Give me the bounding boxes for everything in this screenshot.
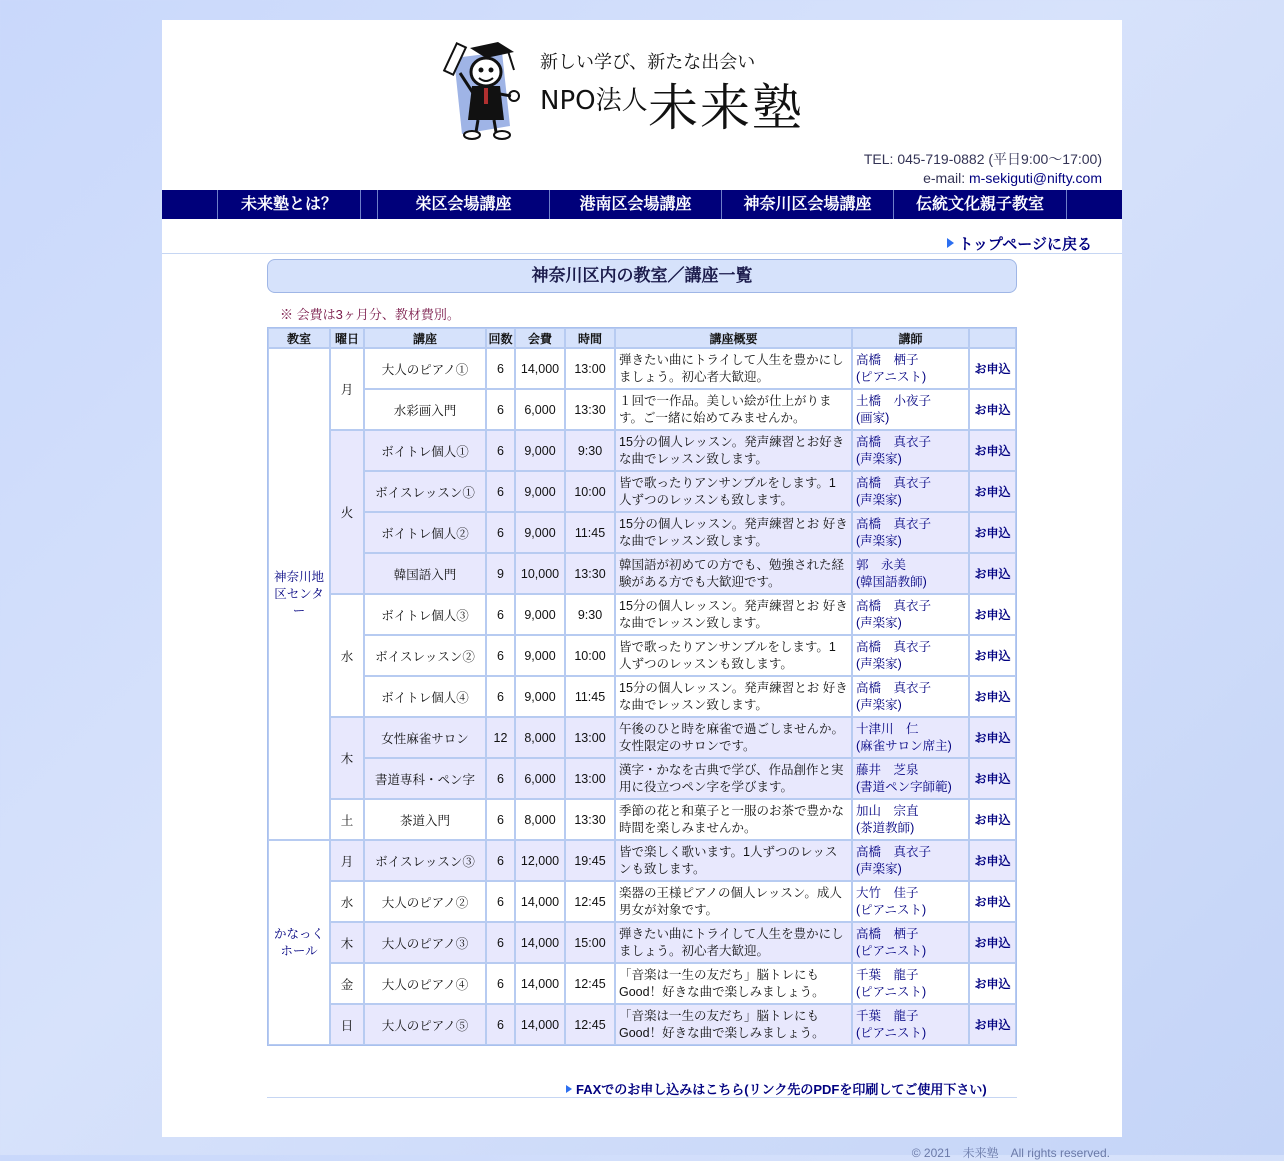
course-summary: 15分の個人レッスン。発声練習とお 好きな曲でレッスン致します。 xyxy=(615,594,852,635)
course-name: ボイトレ個人④ xyxy=(364,676,486,717)
session-count: 6 xyxy=(486,758,515,799)
teacher-name[interactable]: 加山 宗直 xyxy=(856,803,919,818)
time-value: 13:00 xyxy=(565,348,615,389)
session-count: 6 xyxy=(486,799,515,840)
teacher-name[interactable]: 高橋 真衣子 xyxy=(856,475,932,490)
apply-link[interactable]: お申込 xyxy=(969,799,1016,840)
apply-link[interactable]: お申込 xyxy=(969,471,1016,512)
apply-link[interactable]: お申込 xyxy=(969,922,1016,963)
teacher-role[interactable]: (茶道教師) xyxy=(856,820,915,835)
teacher-name[interactable]: 郭 永美 xyxy=(856,557,907,572)
phone-text: TEL: 045-719-0882 (平日9:00〜17:00) xyxy=(863,151,1102,167)
teacher-name[interactable]: 高橋 真衣子 xyxy=(856,680,932,695)
col-header-fee: 会費 xyxy=(515,328,565,348)
venue-cell[interactable]: かなっくホール xyxy=(268,840,330,1045)
course-summary: 皆で歌ったりアンサンブルをします。1人ずつのレッスンも致します。 xyxy=(615,635,852,676)
teacher-role[interactable]: (声楽家) xyxy=(856,615,902,630)
fee-value: 14,000 xyxy=(515,963,565,1004)
col-header-apply xyxy=(969,328,1016,348)
time-value: 9:30 xyxy=(565,594,615,635)
course-summary: 「音楽は一生の友だち」脳トレにもGood！好きな曲で楽しみましょう。 xyxy=(615,963,852,1004)
time-value: 13:00 xyxy=(565,758,615,799)
fee-value: 9,000 xyxy=(515,471,565,512)
teacher-cell[interactable] xyxy=(852,717,969,758)
col-header-time: 時間 xyxy=(565,328,615,348)
teacher-cell[interactable] xyxy=(852,1004,969,1045)
fee-value: 9,000 xyxy=(515,594,565,635)
session-count: 6 xyxy=(486,881,515,922)
fee-note: ※ 会費は3ヶ月分、教材費別。 xyxy=(280,307,460,322)
teacher-cell[interactable] xyxy=(852,799,969,840)
course-name: 大人のピアノ① xyxy=(364,348,486,389)
course-summary: 皆で楽しく歌います。1人ずつのレッスンも致します。 xyxy=(615,840,852,881)
time-value: 13:00 xyxy=(565,717,615,758)
teacher-role[interactable]: (ピアニスト) xyxy=(856,943,927,958)
time-value: 12:45 xyxy=(565,1004,615,1045)
teacher-role[interactable]: (韓国語教師) xyxy=(856,574,927,589)
day-cell: 日 xyxy=(330,1004,364,1045)
table-row xyxy=(268,512,1016,553)
main-nav xyxy=(162,190,1122,219)
course-name: 水彩画入門 xyxy=(364,389,486,430)
time-value: 11:45 xyxy=(565,676,615,717)
course-name: ボイスレッスン③ xyxy=(364,840,486,881)
teacher-cell[interactable] xyxy=(852,635,969,676)
fax-application-link[interactable] xyxy=(566,1079,987,1098)
course-name: ボイトレ個人② xyxy=(364,512,486,553)
npo-label: NPO法人 xyxy=(540,86,648,116)
time-value: 15:00 xyxy=(565,922,615,963)
teacher-role[interactable]: (ピアニスト) xyxy=(856,984,927,999)
course-table xyxy=(267,327,1017,1046)
course-name: 女性麻雀サロン xyxy=(364,717,486,758)
course-summary: 楽器の王様ピアノの個人レッスン。成人男女が対象です。 xyxy=(615,881,852,922)
divider xyxy=(162,253,1122,254)
course-summary: 漢字・かなを古典で学び、作品創作と実用に役立つペン字を学びます。 xyxy=(615,758,852,799)
table-row xyxy=(268,799,1016,840)
col-header-summary: 講座概要 xyxy=(615,328,852,348)
fee-value: 8,000 xyxy=(515,799,565,840)
teacher-role[interactable]: (声楽家) xyxy=(856,861,902,876)
course-summary: 弾きたい曲にトライして人生を豊かにしましょう。初心者大歓迎。 xyxy=(615,922,852,963)
table-row xyxy=(268,758,1016,799)
teacher-cell[interactable] xyxy=(852,553,969,594)
course-summary: １回で一作品。美しい絵が仕上がります。ご一緒に始めてみませんか。 xyxy=(615,389,852,430)
course-summary: 15分の個人レッスン。発声練習とお 好きな曲でレッスン致します。 xyxy=(615,512,852,553)
apply-link[interactable]: お申込 xyxy=(969,430,1016,471)
teacher-name[interactable]: 千葉 龍子 xyxy=(856,967,919,982)
teacher-role[interactable]: (声楽家) xyxy=(856,451,902,466)
teacher-cell[interactable] xyxy=(852,389,969,430)
session-count: 6 xyxy=(486,922,515,963)
teacher-name[interactable]: 大竹 佳子 xyxy=(856,885,919,900)
teacher-cell[interactable] xyxy=(852,512,969,553)
teacher-name[interactable]: 高橋 真衣子 xyxy=(856,639,932,654)
course-name: ボイトレ個人③ xyxy=(364,594,486,635)
teacher-role[interactable]: (書道ペン字師範) xyxy=(856,779,952,794)
course-name: 茶道入門 xyxy=(364,799,486,840)
org-name: 未来塾 xyxy=(648,79,804,137)
apply-link[interactable]: お申込 xyxy=(969,717,1016,758)
course-summary: 韓国語が初めての方でも、勉強された経験がある方でも大歓迎です。 xyxy=(615,553,852,594)
session-count: 12 xyxy=(486,717,515,758)
time-value: 10:00 xyxy=(565,471,615,512)
teacher-name[interactable]: 高橋 真衣子 xyxy=(856,516,932,531)
course-summary: 皆で歌ったりアンサンブルをします。1人ずつのレッスンも致します。 xyxy=(615,471,852,512)
session-count: 6 xyxy=(486,512,515,553)
course-name: ボイスレッスン① xyxy=(364,471,486,512)
teacher-name[interactable]: 高橋 栖子 xyxy=(856,352,919,367)
teacher-role[interactable]: (声楽家) xyxy=(856,492,902,507)
col-header-teacher: 講師 xyxy=(852,328,969,348)
nav-divider xyxy=(1066,190,1067,219)
fee-value: 9,000 xyxy=(515,512,565,553)
time-value: 13:30 xyxy=(565,553,615,594)
teacher-role[interactable]: (麻雀サロン席主) xyxy=(856,738,952,753)
course-summary: 季節の花と和菓子と一服のお茶で豊かな時間を楽しみませんか。 xyxy=(615,799,852,840)
fee-value: 9,000 xyxy=(515,635,565,676)
venue-cell[interactable]: 神奈川地区センター xyxy=(268,348,330,840)
day-cell: 水 xyxy=(330,881,364,922)
day-cell: 木 xyxy=(330,717,364,799)
course-summary: 午後のひと時を麻雀で過ごしませんか。女性限定のサロンです。 xyxy=(615,717,852,758)
teacher-cell[interactable] xyxy=(852,676,969,717)
course-summary: 「音楽は一生の友だち」脳トレにもGood！好きな曲で楽しみましょう。 xyxy=(615,1004,852,1045)
course-summary: 15分の個人レッスン。発声練習とお 好きな曲でレッスン致します。 xyxy=(615,676,852,717)
table-row xyxy=(268,594,1016,635)
course-name: 書道専科・ペン字 xyxy=(364,758,486,799)
nav-item-konan[interactable]: 港南区会場講座 xyxy=(549,190,721,219)
session-count: 6 xyxy=(486,471,515,512)
table-row xyxy=(268,635,1016,676)
mascot-graduate-icon xyxy=(440,38,530,143)
arrow-right-icon xyxy=(566,1085,572,1093)
teacher-cell[interactable] xyxy=(852,881,969,922)
site-logo[interactable] xyxy=(440,38,810,148)
teacher-name[interactable]: 藤井 芝泉 xyxy=(856,762,919,777)
back-to-top-link[interactable] xyxy=(947,233,1092,254)
time-value: 13:30 xyxy=(565,799,615,840)
course-summary: 弾きたい曲にトライして人生を豊かにしましょう。初心者大歓迎。 xyxy=(615,348,852,389)
table-row xyxy=(268,389,1016,430)
session-count: 6 xyxy=(486,676,515,717)
fee-value: 8,000 xyxy=(515,717,565,758)
table-row xyxy=(268,676,1016,717)
course-name: 大人のピアノ③ xyxy=(364,922,486,963)
fee-value: 6,000 xyxy=(515,758,565,799)
teacher-name[interactable]: 土橋 小夜子 xyxy=(856,393,932,408)
fee-value: 12,000 xyxy=(515,840,565,881)
apply-link[interactable]: お申込 xyxy=(969,389,1016,430)
day-cell: 月 xyxy=(330,348,364,430)
apply-link[interactable]: お申込 xyxy=(969,1004,1016,1045)
teacher-name[interactable]: 高橋 真衣子 xyxy=(856,598,932,613)
teacher-role[interactable]: (声楽家) xyxy=(856,697,902,712)
course-name: 大人のピアノ⑤ xyxy=(364,1004,486,1045)
teacher-cell[interactable] xyxy=(852,963,969,1004)
session-count: 6 xyxy=(486,389,515,430)
col-header-day: 曜日 xyxy=(330,328,364,348)
time-value: 12:45 xyxy=(565,963,615,1004)
teacher-name[interactable]: 高橋 栖子 xyxy=(856,926,919,941)
fee-value: 14,000 xyxy=(515,1004,565,1045)
divider xyxy=(267,1097,1017,1098)
course-name: ボイスレッスン② xyxy=(364,635,486,676)
table-row xyxy=(268,922,1016,963)
apply-link[interactable]: お申込 xyxy=(969,881,1016,922)
teacher-role[interactable]: (ピアニスト) xyxy=(856,369,927,384)
course-name: ボイトレ個人① xyxy=(364,430,486,471)
fee-value: 9,000 xyxy=(515,676,565,717)
nav-divider xyxy=(360,190,361,219)
contact-info xyxy=(864,150,1102,188)
session-count: 6 xyxy=(486,1004,515,1045)
email-link[interactable]: m-sekiguti@nifty.com xyxy=(969,170,1102,186)
table-row xyxy=(268,881,1016,922)
table-header-row xyxy=(268,328,1016,348)
col-header-count: 回数 xyxy=(486,328,515,348)
time-value: 19:45 xyxy=(565,840,615,881)
back-to-top-label: トップページに戻る xyxy=(958,236,1092,253)
teacher-cell[interactable] xyxy=(852,430,969,471)
apply-link[interactable]: お申込 xyxy=(969,348,1016,389)
email-label: e-mail: xyxy=(923,170,970,186)
teacher-cell[interactable] xyxy=(852,594,969,635)
page-container xyxy=(162,20,1122,1137)
day-cell: 水 xyxy=(330,594,364,717)
email-line xyxy=(864,169,1102,188)
session-count: 6 xyxy=(486,430,515,471)
table-row xyxy=(268,348,1016,389)
session-count: 6 xyxy=(486,963,515,1004)
time-value: 10:00 xyxy=(565,635,615,676)
col-header-course: 講座 xyxy=(364,328,486,348)
session-count: 6 xyxy=(486,635,515,676)
table-row xyxy=(268,717,1016,758)
col-header-venue: 教室 xyxy=(268,328,330,348)
day-cell: 金 xyxy=(330,963,364,1004)
table-row xyxy=(268,471,1016,512)
table-row xyxy=(268,1004,1016,1045)
teacher-cell[interactable] xyxy=(852,922,969,963)
time-value: 9:30 xyxy=(565,430,615,471)
day-cell: 木 xyxy=(330,922,364,963)
copyright: © 2021 未来塾 All rights reserved. xyxy=(911,1146,1110,1160)
teacher-cell[interactable] xyxy=(852,840,969,881)
time-value: 11:45 xyxy=(565,512,615,553)
nav-item-about[interactable]: 未来塾とは？ xyxy=(217,190,360,219)
table-row xyxy=(268,840,1016,881)
table-row xyxy=(268,430,1016,471)
course-name: 大人のピアノ② xyxy=(364,881,486,922)
apply-link[interactable]: お申込 xyxy=(969,758,1016,799)
teacher-role[interactable]: (声楽家) xyxy=(856,656,902,671)
nav-item-sakae[interactable]: 栄区会場講座 xyxy=(377,190,549,219)
teacher-role[interactable]: (ピアニスト) xyxy=(856,1025,927,1040)
fee-value: 9,000 xyxy=(515,430,565,471)
page-title: 神奈川区内の教室／講座一覧 xyxy=(267,259,1017,293)
teacher-name[interactable]: 高橋 真衣子 xyxy=(856,434,932,449)
nav-item-traditional-culture[interactable]: 伝統文化親子教室 xyxy=(893,190,1066,219)
fee-value: 14,000 xyxy=(515,348,565,389)
session-count: 6 xyxy=(486,594,515,635)
day-cell: 火 xyxy=(330,430,364,594)
course-summary: 15分の個人レッスン。発声練習とお好きな曲でレッスン致します。 xyxy=(615,430,852,471)
time-value: 13:30 xyxy=(565,389,615,430)
course-name: 韓国語入門 xyxy=(364,553,486,594)
fee-value: 14,000 xyxy=(515,922,565,963)
teacher-name[interactable]: 高橋 真衣子 xyxy=(856,844,932,859)
course-name: 大人のピアノ④ xyxy=(364,963,486,1004)
teacher-role[interactable]: (ピアニスト) xyxy=(856,902,927,917)
fee-value: 6,000 xyxy=(515,389,565,430)
arrow-right-icon xyxy=(947,238,954,248)
fee-value: 10,000 xyxy=(515,553,565,594)
table-row xyxy=(268,553,1016,594)
day-cell: 月 xyxy=(330,840,364,881)
table-row xyxy=(268,963,1016,1004)
teacher-name[interactable]: 十津川 仁 xyxy=(856,721,919,736)
day-cell: 土 xyxy=(330,799,364,840)
apply-link[interactable]: お申込 xyxy=(969,594,1016,635)
teacher-role[interactable]: (画家) xyxy=(856,410,890,425)
teacher-role[interactable]: (声楽家) xyxy=(856,533,902,548)
tagline: 新しい学び、新たな出会い xyxy=(540,52,756,73)
time-value: 12:45 xyxy=(565,881,615,922)
teacher-cell[interactable] xyxy=(852,471,969,512)
fee-value: 14,000 xyxy=(515,881,565,922)
session-count: 6 xyxy=(486,840,515,881)
apply-link[interactable]: お申込 xyxy=(969,840,1016,881)
teacher-cell[interactable] xyxy=(852,348,969,389)
session-count: 9 xyxy=(486,553,515,594)
apply-link[interactable]: お申込 xyxy=(969,512,1016,553)
fax-link-label: FAXでのお申し込みはこちら(リンク先のPDFを印刷してご使用下さい) xyxy=(576,1082,987,1097)
apply-link[interactable]: お申込 xyxy=(969,635,1016,676)
apply-link[interactable]: お申込 xyxy=(969,963,1016,1004)
teacher-name[interactable]: 千葉 龍子 xyxy=(856,1008,919,1023)
nav-item-kanagawa[interactable]: 神奈川区会場講座 xyxy=(721,190,893,219)
session-count: 6 xyxy=(486,348,515,389)
header xyxy=(162,20,1122,190)
apply-link[interactable]: お申込 xyxy=(969,676,1016,717)
apply-link[interactable]: お申込 xyxy=(969,553,1016,594)
teacher-cell[interactable] xyxy=(852,758,969,799)
